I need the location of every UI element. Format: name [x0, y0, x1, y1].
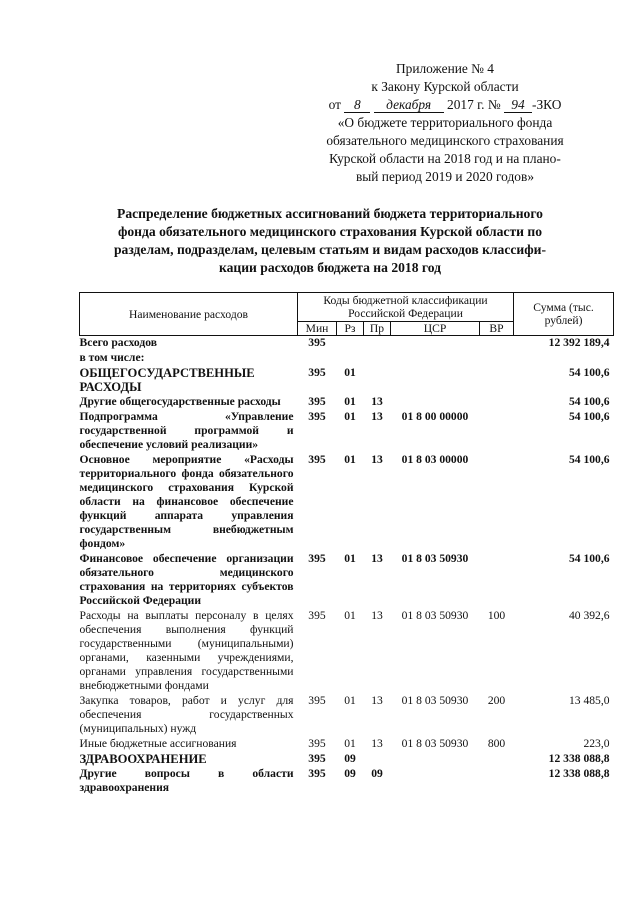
table-row	[80, 336, 614, 352]
cell-name: Другие вопросы в области здравоохранения	[79, 767, 294, 794]
header-pr: Пр	[364, 322, 391, 336]
cell-vr	[480, 453, 514, 552]
table-body	[80, 336, 614, 797]
cell-csr: 01 8 03 00000	[401, 453, 469, 466]
cell-min: 395	[308, 609, 326, 622]
cell-csr: 01 8 03 50930	[401, 609, 469, 622]
cell-csr: 01 8 00 00000	[401, 410, 469, 423]
table-row	[80, 767, 614, 796]
cell-pr: 13	[371, 395, 383, 408]
cell-vr: 800	[487, 737, 506, 750]
document-title	[80, 205, 580, 277]
cell-csr	[391, 395, 480, 410]
cell-csr	[391, 366, 480, 395]
cell-name: Закупка товаров, работ и услуг для обеспечения государственных (муниципальных) нужд	[79, 694, 294, 735]
cell-sum: 12 338 088,8	[548, 752, 610, 765]
cell-vr	[480, 351, 514, 366]
header-vr: ВР	[480, 322, 514, 336]
cell-vr: 200	[487, 694, 506, 707]
cell-min: 395	[308, 453, 326, 466]
cell-pr: 13	[371, 552, 383, 565]
cell-pr: 13	[371, 737, 383, 750]
cell-pr	[364, 336, 391, 352]
table-row	[80, 453, 614, 552]
cell-min: 395	[308, 752, 326, 765]
table-row	[80, 366, 614, 395]
appendix-law-ref: к Закону Курской области	[371, 79, 519, 94]
cell-csr	[391, 767, 480, 796]
law-suffix: -ЗКО	[531, 97, 562, 112]
cell-pr: 09	[371, 767, 383, 780]
cell-min: 395	[308, 395, 326, 408]
cell-rz	[337, 351, 364, 366]
title-line: кации расходов бюджета на 2018 год	[218, 260, 442, 275]
cell-pr	[364, 752, 391, 767]
table-row	[80, 737, 614, 752]
cell-pr: 13	[371, 694, 383, 707]
cell-pr	[364, 366, 391, 395]
appendix-block	[300, 60, 590, 186]
cell-vr	[480, 752, 514, 767]
header-min: Мин	[298, 322, 337, 336]
cell-name: ЗДРАВООХРАНЕНИЕ	[79, 752, 207, 766]
header-rz: Рз	[337, 322, 364, 336]
cell-name: ОБЩЕГОСУДАРСТВЕННЫЕ РАСХОДЫ	[79, 366, 255, 394]
title-line: фонда обязательного медицинского страхования Курской области по	[117, 224, 542, 239]
cell-pr	[364, 351, 391, 366]
cell-name: Расходы на выплаты персоналу в целях обеспечения выполнения функций государственными (муниципальными) органами, казенными учреждениями, органами управления государственными внебюджетными фондами	[79, 609, 294, 692]
cell-rz: 01	[344, 694, 356, 707]
cell-name: Основное мероприятие «Расходы территориального фонда обязательного медицинского страхования Курской области на финансовое обеспечение функций аппарата управления государственным внебюджетным фондом»	[79, 453, 294, 550]
cell-min: 395	[308, 552, 326, 565]
cell-name: в том числе:	[79, 351, 145, 364]
law-title	[300, 114, 590, 186]
cell-min: 395	[308, 737, 326, 750]
title-line: разделам, подразделам, целевым статьям и видам расходов классифи-	[113, 242, 546, 257]
table-row	[80, 351, 614, 366]
cell-rz: 01	[344, 410, 356, 423]
cell-rz: 09	[344, 752, 356, 765]
cell-min: 395	[308, 694, 326, 707]
cell-name: Иные бюджетные ассигнования	[79, 737, 237, 750]
cell-min	[298, 351, 337, 366]
date-month: декабря	[374, 98, 444, 113]
cell-pr: 13	[371, 410, 383, 423]
law-title-line: вый период 2019 и 2020 годов»	[355, 169, 535, 184]
law-number: 94	[504, 98, 532, 113]
cell-sum: 54 100,6	[568, 410, 610, 423]
cell-rz: 01	[344, 552, 356, 565]
cell-sum: 13 485,0	[568, 694, 610, 707]
table-row	[80, 395, 614, 410]
cell-name: Подпрограмма «Управление государственной программой и обеспечение условий реализации»	[79, 410, 294, 451]
cell-rz: 09	[344, 767, 356, 780]
date-prefix: от	[328, 97, 341, 112]
cell-min: 395	[308, 410, 326, 423]
table-row	[80, 752, 614, 767]
cell-pr: 13	[371, 453, 383, 466]
header-csr: ЦСР	[391, 322, 480, 336]
cell-sum: 54 100,6	[568, 366, 610, 379]
cell-pr: 13	[371, 609, 383, 622]
table-row	[80, 410, 614, 453]
cell-name: Другие общегосударственные расходы	[79, 395, 281, 408]
cell-sum: 223,0	[583, 737, 610, 750]
cell-vr: 100	[487, 609, 506, 622]
cell-name: Финансовое обеспечение организации обязательного медицинского страхования на территориях субъектов Российской Федерации	[79, 552, 294, 607]
date-year: 2017 г. №	[447, 97, 501, 112]
cell-csr	[391, 752, 480, 767]
cell-min: 395	[308, 767, 326, 780]
cell-csr: 01 8 03 50930	[401, 694, 469, 707]
cell-min: 395	[308, 366, 326, 379]
cell-name: Всего расходов	[79, 336, 158, 349]
cell-vr	[480, 395, 514, 410]
cell-sum: 12 392 189,4	[548, 336, 610, 349]
law-title-line: Курской области на 2018 год и на плано-	[329, 151, 561, 166]
cell-vr	[480, 366, 514, 395]
cell-rz: 01	[344, 453, 356, 466]
cell-csr	[391, 351, 480, 366]
cell-rz	[337, 336, 364, 352]
cell-rz: 01	[344, 395, 356, 408]
cell-sum: 40 392,6	[568, 609, 610, 622]
header-name: Наименование расходов	[80, 293, 298, 336]
law-title-line: «О бюджете территориального фонда	[337, 115, 553, 130]
law-title-line: обязательного медицинского страхования	[326, 133, 564, 148]
appendix-date-line	[300, 96, 590, 114]
budget-table	[79, 292, 614, 796]
cell-vr	[480, 767, 514, 796]
cell-sum	[514, 351, 614, 366]
cell-vr	[480, 410, 514, 453]
cell-rz: 01	[344, 737, 356, 750]
cell-csr	[391, 336, 480, 352]
header-sum: Сумма (тыс. рублей)	[514, 293, 614, 336]
table-row	[80, 694, 614, 737]
cell-sum: 54 100,6	[568, 453, 610, 466]
title-line: Распределение бюджетных ассигнований бюджета территориального	[117, 206, 543, 221]
appendix-number: Приложение № 4	[395, 61, 495, 76]
header-codes-group: Коды бюджетной классификации Российской Федерации	[298, 293, 514, 322]
cell-csr: 01 8 03 50930	[401, 552, 469, 565]
table-row	[80, 609, 614, 694]
cell-csr: 01 8 03 50930	[401, 737, 469, 750]
cell-rz: 01	[344, 609, 356, 622]
cell-sum: 12 338 088,8	[548, 767, 610, 780]
table-row	[80, 552, 614, 609]
cell-rz: 01	[344, 366, 356, 379]
cell-sum: 54 100,6	[568, 552, 610, 565]
cell-sum: 54 100,6	[568, 395, 610, 408]
cell-vr	[480, 336, 514, 352]
cell-vr	[480, 552, 514, 609]
date-day: 8	[344, 98, 370, 113]
cell-min: 395	[308, 336, 326, 349]
